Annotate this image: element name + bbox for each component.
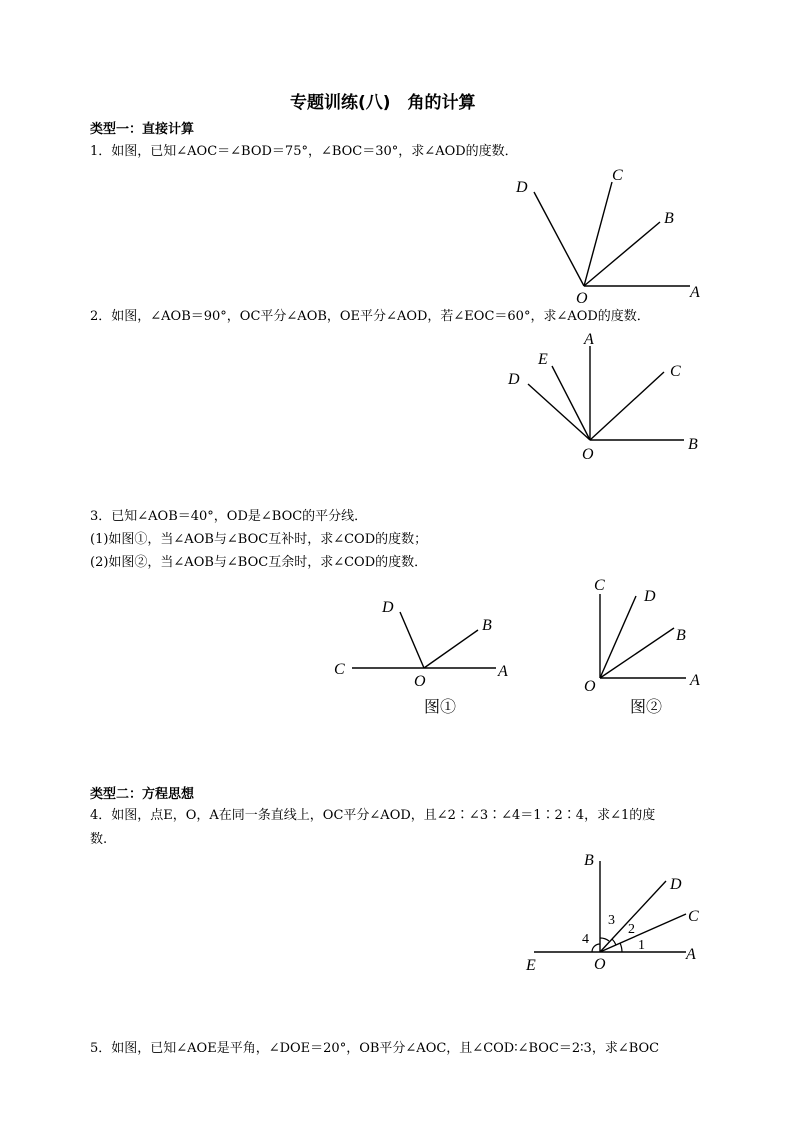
- label-d: D: [516, 179, 528, 196]
- label-b: B: [664, 210, 674, 227]
- label-c: C: [670, 363, 681, 380]
- problem-1-text: 1．如图，已知∠AOC＝∠BOD＝75°，∠BOC＝30°，求∠AOD的度数．: [90, 144, 518, 159]
- label-c: C: [688, 908, 699, 925]
- figure-1: [500, 160, 720, 310]
- figure-2: [500, 328, 720, 468]
- label-d: D: [382, 599, 394, 616]
- angle-2-label: 2: [628, 922, 635, 937]
- problem-3-part-1: (1)如图①，当∠AOB与∠BOC互补时，求∠COD的度数；: [90, 532, 428, 547]
- label-b: B: [482, 617, 492, 634]
- label-d: D: [508, 371, 520, 388]
- caption-fig-2: 图②: [630, 697, 663, 716]
- label-c: C: [594, 577, 605, 594]
- label-o: O: [414, 673, 426, 690]
- section-heading-2: 类型二：方程思想: [90, 787, 195, 802]
- label-b: B: [584, 852, 594, 869]
- figure-4: [520, 845, 720, 975]
- section-heading-1: 类型一：直接计算: [90, 122, 195, 137]
- ray-od: [534, 192, 584, 286]
- problem-4-line-1: 4．如图，点E，O，A在同一条直线上，OC平分∠AOD，且∠2∶∠3∶∠4＝1∶2∶4，求∠1的度: [90, 808, 656, 823]
- label-o: O: [584, 678, 596, 695]
- ray-oe: [552, 366, 590, 440]
- label-e: E: [538, 351, 548, 368]
- arc-angle-4: [592, 944, 600, 952]
- label-e: E: [526, 957, 536, 974]
- label-b: B: [688, 436, 698, 453]
- ray-od: [528, 384, 590, 440]
- label-d: D: [644, 588, 656, 605]
- problem-5-text: 5．如图，已知∠AOE是平角，∠DOE＝20°，OB平分∠AOC，且∠COD∶∠BOC＝2∶3，求∠BOC: [90, 1041, 660, 1056]
- ray-od: [400, 612, 424, 668]
- label-o: O: [582, 446, 594, 463]
- label-c: C: [612, 167, 623, 184]
- label-a: A: [498, 663, 508, 680]
- ray-oc: [584, 182, 612, 286]
- caption-fig-1: 图①: [424, 697, 457, 716]
- label-c: C: [334, 661, 345, 678]
- angle-3-label: 3: [608, 913, 615, 928]
- arc-angle-3: [600, 938, 609, 941]
- label-b: B: [676, 627, 686, 644]
- ray-ob: [584, 222, 660, 286]
- problem-2-text: 2．如图，∠AOB＝90°，OC平分∠AOB，OE平分∠AOD，若∠EOC＝60°，求∠AOD的度数．: [90, 309, 650, 324]
- figure-3a: [330, 590, 530, 720]
- arc-angle-2: [612, 939, 616, 945]
- label-a: A: [584, 331, 594, 348]
- problem-3-text: 3．已知∠AOB＝40°，OD是∠BOC的平分线．: [90, 509, 368, 524]
- angle-4-label: 4: [582, 932, 589, 947]
- ray-ob: [424, 630, 478, 668]
- label-a: A: [690, 284, 700, 301]
- problem-4-line-2: 数.: [90, 832, 108, 847]
- figure-3b: [570, 570, 740, 720]
- arc-angle-1: [620, 943, 622, 952]
- label-o: O: [594, 956, 606, 973]
- page-title: 专题训练(八) 角的计算: [290, 93, 476, 113]
- label-a: A: [686, 946, 696, 963]
- label-o: O: [576, 290, 588, 307]
- problem-3-part-2: (2)如图②，当∠AOB与∠BOC互余时，求∠COD的度数．: [90, 555, 428, 570]
- ray-oc: [590, 372, 664, 440]
- angle-1-label: 1: [638, 938, 645, 953]
- label-a: A: [690, 672, 700, 689]
- label-d: D: [670, 876, 682, 893]
